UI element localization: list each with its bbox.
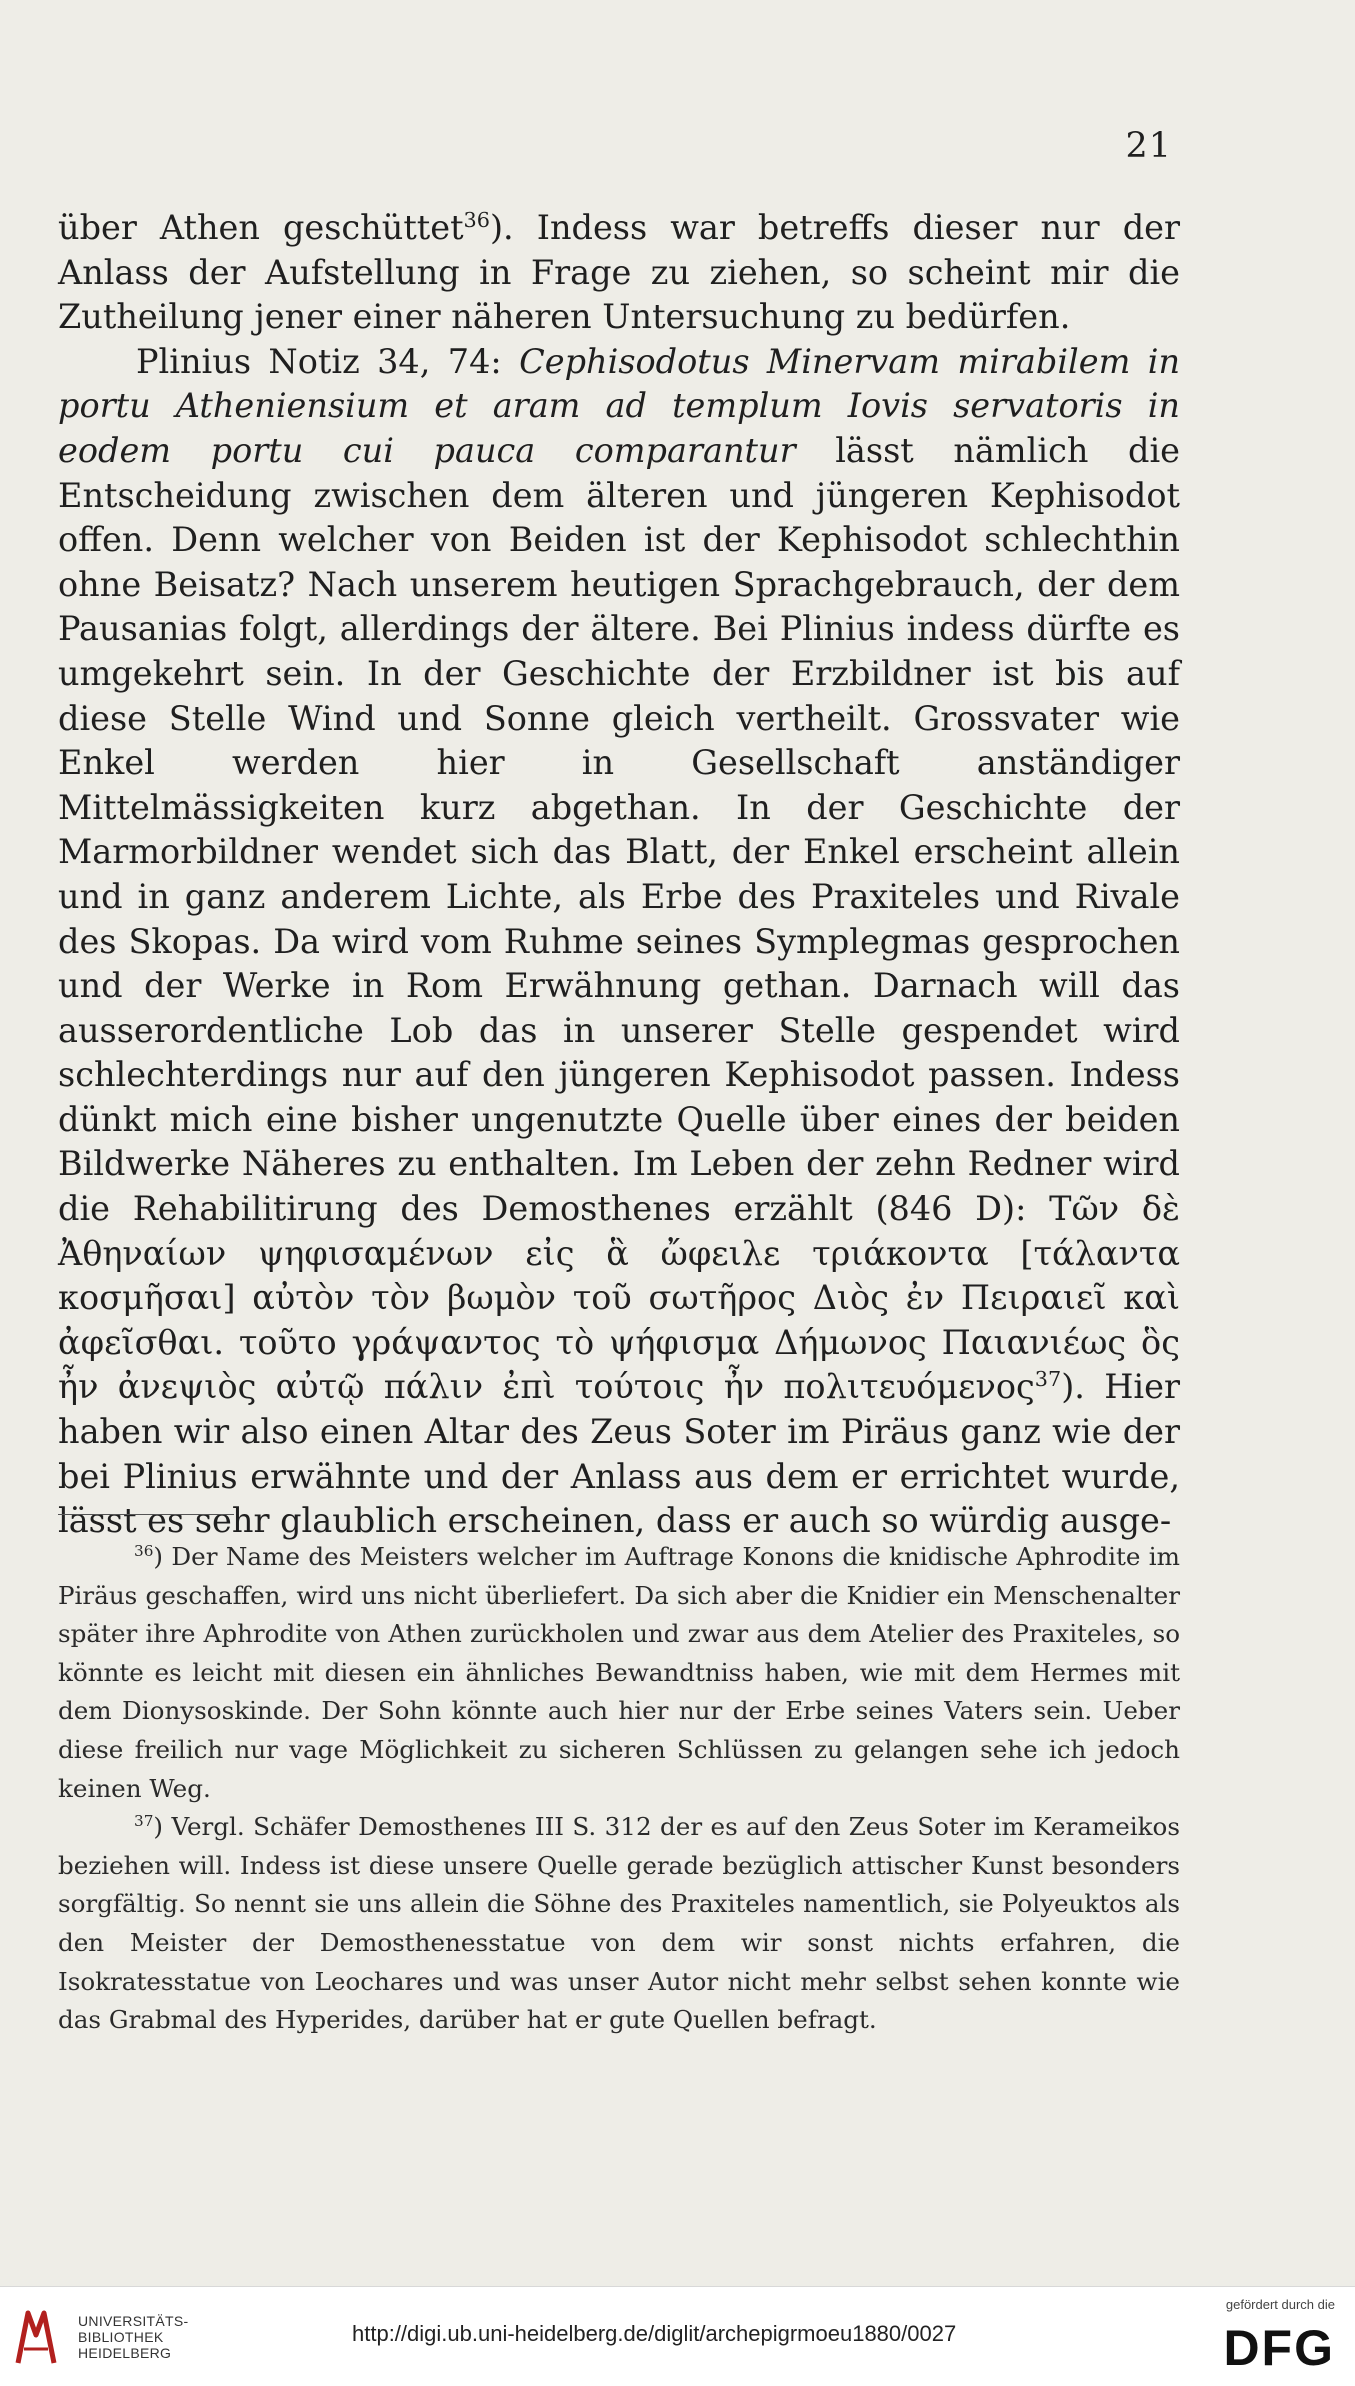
page-number: 21 [1125,126,1172,166]
footnote-divider [58,1514,234,1515]
viewer-footer [0,2286,1355,2386]
dfg-logo[interactable]: DFG [1223,2320,1335,2376]
footnote-37: $^{37}$) Vergl. Schäfer Demosthenes III S. 312 der es auf den Zeus Soter im Kerameikos beziehen will. Indess ist diese unsere Quelle gerade bezüglich attischer Kunst besonders sorgfältig. So nennt sie uns allein die Söhne des Praxiteles namentlich, sie Polyeuktos als den Meister der Demosthenesstatue von dem wir sonst nichts erfahren, die Isokratesstatue von Leochares und was unser Autor nicht mehr selbst sehen konnte wie das Grabmal des Hyperides, darüber hat er gute Quellen befragt. [58,1811,1180,2035]
main-text [58,206,1180,1544]
paragraph-2: Plinius Notiz 34, 74: Cephisodotus Minervam mirabilem in portu Atheniensium et aram ad templum Iovis servatoris in eodem portu cui pauca comparantur lässt nämlich die Entscheidung zwischen dem älteren und jüngeren Kephisodot offen. Denn welcher von Beiden ist der Kephisodot schlechthin ohne Beisatz? Nach unserem heutigen Sprachgebrauch, der dem Pausanias folgt, allerdings der ältere. Bei Plinius indess dürfte es umgekehrt sein. In der Geschichte der Erzbildner ist bis auf diese Stelle Wind und Sonne gleich vertheilt. Grossvater wie Enkel werden hier in Gesellschaft anständiger Mittelmässigkeiten kurz abgethan. In der Geschichte der Marmorbildner wendet sich das Blatt, der Enkel erscheint allein und in ganz anderem Lichte, als Erbe des Praxiteles und Rivale des Skopas. Da wird vom Ruhme seines Symplegmas gesprochen und der Werke in Rom Erwähnung gethan. Darnach will das ausserordentliche Lob das in unserer Stelle gespendet wird schlechterdings nur auf den jüngeren Kephisodot passen. Indess dünkt mich eine bisher ungenutzte Quelle über eines der beiden Bildwerke Näheres zu enthalten. Im Leben der zehn Redner wird die Rehabilitirung des Demosthenes erzählt (846 D): Τῶν δὲ Ἀθηναίων ψηφισαμένων εἰς ἃ ὤφειλε τριάκοντα [τάλαντα κοσμῆσαι] αὐτὸν τὸν βωμὸν τοῦ σωτῆρος Διὸς ἐν Πειραιεῖ καὶ ἀφεῖσθαι. τοῦτο γράψαντος τὸ ψήφισμα Δήμωνος Παιανιέως ὃς ἦν ἀνεψιὸς αὐτῷ πάλιν ἐπὶ τούτοις ἦν πολιτευόμενος$^{37}$). Hier haben wir also einen Altar des Zeus Soter im Piräus ganz wie der bei Plinius erwähnte und der Anlass aus dem er errichtet wurde, lässt es sehr glaublich erscheinen, dass er auch so würdig ausge- [58,341,1181,1541]
plinius-quote: Cephisodotus Minervam mirabilem in portu Atheniensium et aram ad templum Iovis servatoris in eodem portu cui pauca comparantur [58,341,1181,470]
library-name[interactable]: UNIVERSITÄTS- BIBLIOTHEK HEIDELBERG [78,2313,189,2361]
permalink-url[interactable]: http://digi.ub.uni-heidelberg.de/diglit/archepigrmoeu1880/0027 [352,2321,957,2346]
university-seal-icon [14,2305,58,2367]
footnote-ref-36[interactable]: 36 [463,207,490,232]
funding-caption: gefördert durch die [1225,2297,1335,2312]
footnote-ref-37[interactable]: 37 [1034,1367,1062,1392]
footnotes [58,1538,1180,2040]
footnote-36: $^{36}$) Der Name des Meisters welcher im Auftrage Konons die knidische Aphrodite im Piräus geschaffen, wird uns nicht überliefert. Da sich aber die Knidier ein Menschenalter später ihre Aphrodite von Athen zurückholen und zwar aus dem Atelier des Praxiteles, so könnte es leicht mit diesen ein ähnliches Bewandtniss haben, wie mit dem Hermes mit dem Dionysoskinde. Der Sohn könnte auch hier nur der Erbe seines Vaters sein. Ueber diese freilich nur vage Möglichkeit zu sicheren Schlüssen zu gelangen sehe ich jedoch keinen Weg. [58,1541,1180,1803]
paragraph-1: über Athen geschüttet$^{36}$). Indess war betreffs dieser nur der Anlass der Aufstellung in Frage zu ziehen, so scheint mir die Zutheilung jener einer näheren Untersuchung zu bedürfen. [58,207,1180,337]
